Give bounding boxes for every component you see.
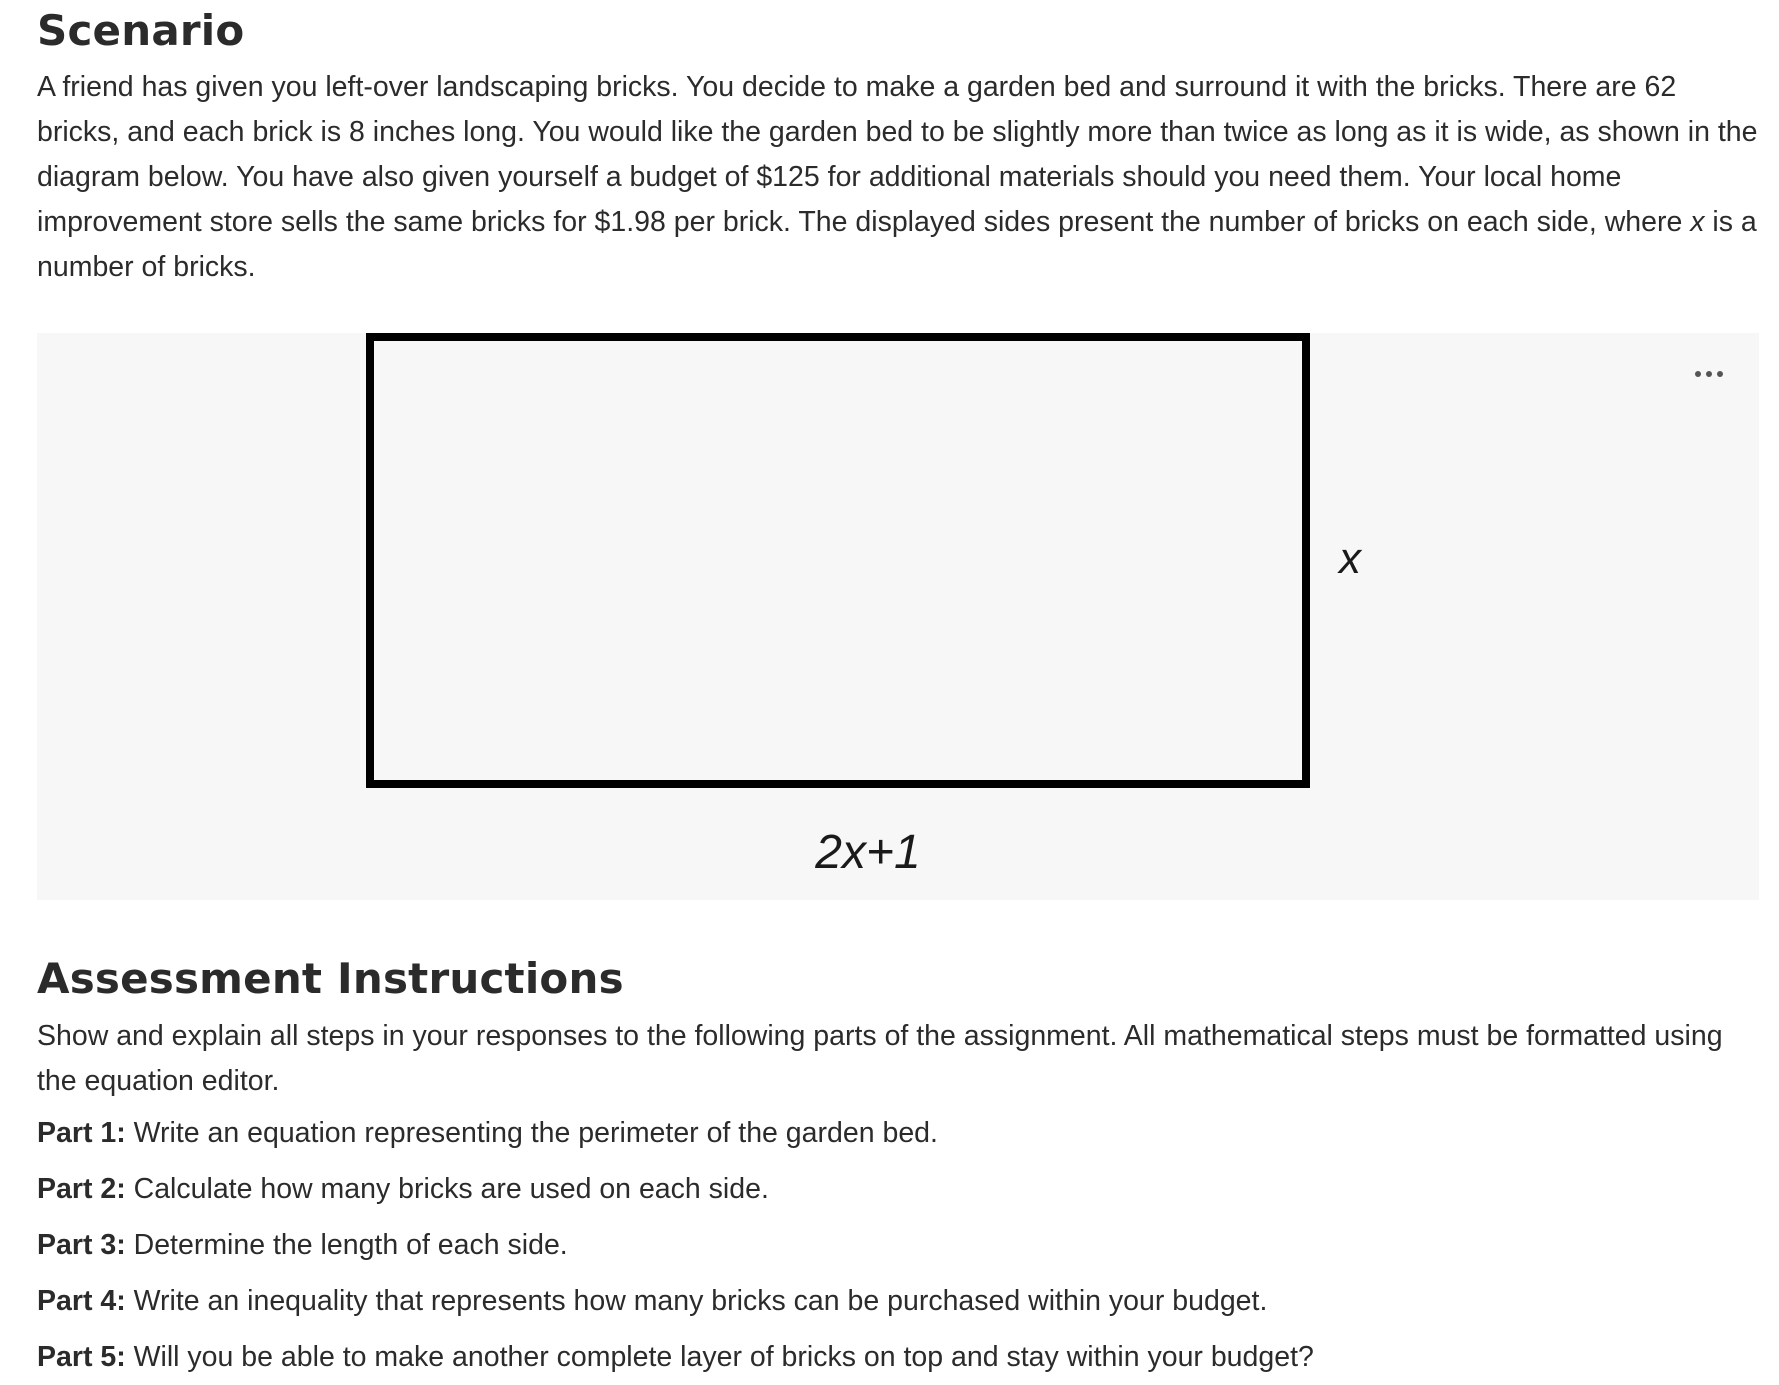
part-item <box>37 1169 769 1209</box>
scenario-variable: x <box>1690 206 1705 238</box>
more-horizontal-icon <box>1706 371 1712 377</box>
part-label: Part 4: <box>37 1285 126 1317</box>
part-text: Write an equation representing the perimeter of the garden bed. <box>125 1117 938 1149</box>
garden-bed-diagram <box>37 333 1759 900</box>
part-item <box>37 1337 1314 1377</box>
more-options-button[interactable] <box>1689 361 1729 387</box>
part-text: Write an inequality that represents how many bricks can be purchased within your budget. <box>125 1285 1268 1317</box>
part-label: Part 1: <box>37 1117 126 1149</box>
scenario-text-part-1: A friend has given you left-over landscaping bricks. You decide to make a garden bed and surround it with the bricks. There are 62 bricks, and each brick is 8 inches long. You would like the garden bed to be slightly more than twice as long as it is wide, as shown in the diagram below. You have also given yourself a budget of $125 for additional materials should you need them. Your local home improvement store sells the same bricks for $1.98 per brick. The displayed sides present the number of bricks on each side, where <box>37 71 1758 238</box>
part-text: Calculate how many bricks are used on each side. <box>125 1173 769 1205</box>
more-horizontal-icon <box>1717 371 1723 377</box>
garden-bed-rectangle <box>370 337 1306 784</box>
side-label: x <box>1339 534 1361 583</box>
scenario-paragraph <box>37 65 1759 290</box>
instructions-intro: Show and explain all steps in your responses to the following parts of the assignment. All mathematical steps must be formatted using the equation editor. <box>37 1020 1723 1097</box>
part-item <box>37 1281 1267 1321</box>
more-horizontal-icon <box>1695 371 1701 377</box>
part-label: Part 2: <box>37 1173 126 1205</box>
part-text: Will you be able to make another complete layer of bricks on top and stay within your budget? <box>125 1341 1314 1373</box>
diagram-figure <box>37 333 1759 900</box>
scenario-heading: Scenario <box>37 6 245 55</box>
part-label: Part 3: <box>37 1229 126 1261</box>
part-text: Determine the length of each side. <box>125 1229 568 1261</box>
part-item <box>37 1113 938 1153</box>
part-item <box>37 1225 568 1265</box>
part-label: Part 5: <box>37 1341 126 1373</box>
bottom-label: 2x+1 <box>815 826 921 879</box>
scenario-text-part-2: is a number of bricks. <box>37 206 1757 283</box>
instructions-heading: Assessment Instructions <box>37 954 624 1003</box>
